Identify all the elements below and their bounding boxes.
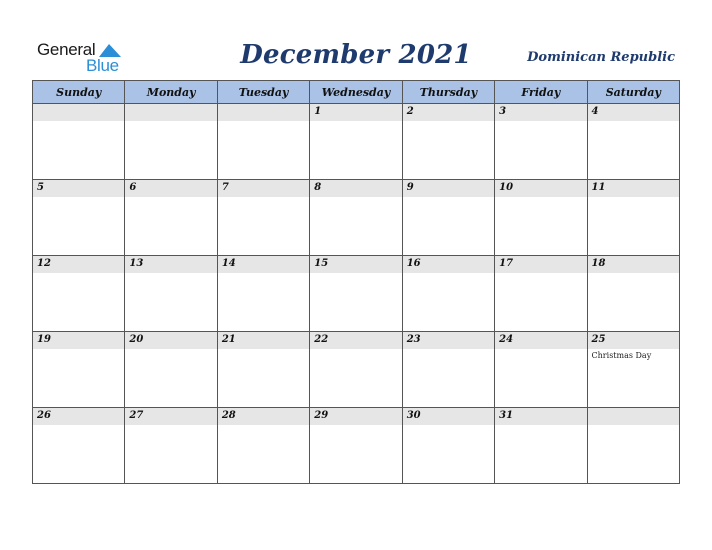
- week-row: [33, 332, 680, 408]
- day-cell[interactable]: [402, 408, 494, 484]
- day-number-bar: [495, 104, 586, 121]
- week-row: [33, 408, 680, 484]
- weekday-monday: Monday: [125, 81, 217, 104]
- week-row: [33, 104, 680, 180]
- day-cell[interactable]: [402, 332, 494, 408]
- day-number: 22: [314, 334, 329, 345]
- day-cell[interactable]: [587, 104, 679, 180]
- day-cell[interactable]: [33, 104, 125, 180]
- day-cell[interactable]: [217, 256, 309, 332]
- day-cell[interactable]: [33, 408, 125, 484]
- day-number-bar: [125, 332, 216, 349]
- day-cell[interactable]: [495, 180, 587, 256]
- day-number-bar: [125, 256, 216, 273]
- day-number: 2: [406, 106, 414, 117]
- day-number: 18: [591, 258, 606, 269]
- day-number: 7: [221, 182, 229, 193]
- day-cell[interactable]: [402, 104, 494, 180]
- day-number-bar: [310, 332, 401, 349]
- day-cell[interactable]: [33, 180, 125, 256]
- day-number-bar: [33, 104, 124, 121]
- day-cell[interactable]: [217, 104, 309, 180]
- day-number: 11: [591, 182, 606, 193]
- day-number-bar: [495, 408, 586, 425]
- day-number: 20: [129, 334, 144, 345]
- day-cell[interactable]: [402, 180, 494, 256]
- day-number-bar: [310, 256, 401, 273]
- generalblue-logo: [37, 40, 137, 76]
- day-number: 14: [221, 258, 236, 269]
- logo-text-general: General: [37, 40, 96, 59]
- day-number-bar: [125, 408, 216, 425]
- day-number: 6: [129, 182, 137, 193]
- day-cell[interactable]: [495, 408, 587, 484]
- day-number-bar: [310, 104, 401, 121]
- day-number-bar: [588, 332, 679, 349]
- day-number: 3: [499, 106, 507, 117]
- day-cell[interactable]: [587, 408, 679, 484]
- day-number-bar: [495, 332, 586, 349]
- weekday-header-row: [33, 81, 680, 104]
- day-cell[interactable]: [587, 180, 679, 256]
- country-name: Dominican Republic: [527, 50, 675, 65]
- day-number: 15: [314, 258, 329, 269]
- calendar-body: [33, 104, 680, 484]
- day-number: 30: [406, 410, 421, 421]
- day-number: 27: [129, 410, 144, 421]
- day-number-bar: [403, 180, 494, 197]
- day-cell[interactable]: [217, 180, 309, 256]
- day-number: 16: [406, 258, 421, 269]
- day-number-bar: [33, 256, 124, 273]
- week-row: [33, 256, 680, 332]
- day-cell[interactable]: [33, 256, 125, 332]
- weekday-tuesday: Tuesday: [217, 81, 309, 104]
- week-row: [33, 180, 680, 256]
- day-number-bar: [588, 180, 679, 197]
- day-number: 1: [314, 106, 322, 117]
- weekday-friday: Friday: [495, 81, 587, 104]
- weekday-sunday: Sunday: [33, 81, 125, 104]
- day-number-bar: [33, 408, 124, 425]
- day-number-bar: [403, 104, 494, 121]
- day-cell[interactable]: [310, 408, 402, 484]
- day-number: 12: [37, 258, 51, 269]
- day-number: 25: [591, 334, 606, 345]
- day-number: 13: [129, 258, 144, 269]
- day-cell[interactable]: [587, 332, 679, 408]
- weekday-saturday: Saturday: [587, 81, 679, 104]
- day-cell[interactable]: [310, 256, 402, 332]
- day-number-bar: [218, 408, 309, 425]
- day-number-bar: [403, 408, 494, 425]
- day-number-bar: [218, 180, 309, 197]
- day-cell[interactable]: [125, 332, 217, 408]
- holiday-label: Christmas Day: [591, 351, 652, 360]
- day-number-bar: [588, 104, 679, 121]
- day-cell[interactable]: [310, 332, 402, 408]
- day-number: 10: [499, 182, 514, 193]
- calendar-title: December 2021: [240, 40, 472, 70]
- day-cell[interactable]: [402, 256, 494, 332]
- day-number-bar: [495, 180, 586, 197]
- logo-text-blue: Blue: [86, 56, 119, 75]
- day-number: 29: [314, 410, 329, 421]
- day-number: 21: [221, 334, 236, 345]
- day-number: 5: [37, 182, 44, 193]
- weekday-wednesday: Wednesday: [310, 81, 402, 104]
- day-number-bar: [218, 104, 309, 121]
- day-number-bar: [588, 256, 679, 273]
- day-number-bar: [403, 332, 494, 349]
- day-number-bar: [588, 408, 679, 425]
- day-number-bar: [33, 332, 124, 349]
- weekday-thursday: Thursday: [402, 81, 494, 104]
- day-cell[interactable]: [125, 256, 217, 332]
- day-cell[interactable]: [125, 180, 217, 256]
- day-number: 17: [499, 258, 514, 269]
- day-number-bar: [33, 180, 124, 197]
- day-number-bar: [125, 180, 216, 197]
- day-cell[interactable]: [495, 332, 587, 408]
- day-number-bar: [403, 256, 494, 273]
- day-number: 23: [406, 334, 421, 345]
- day-cell[interactable]: [495, 104, 587, 180]
- day-number-bar: [218, 332, 309, 349]
- day-number: 9: [406, 182, 414, 193]
- day-cell[interactable]: [310, 180, 402, 256]
- day-cell[interactable]: [495, 256, 587, 332]
- day-number: 24: [499, 334, 514, 345]
- day-cell[interactable]: [125, 104, 217, 180]
- logo-flag-icon: [99, 42, 121, 57]
- day-number: 8: [314, 182, 322, 193]
- day-number-bar: [495, 256, 586, 273]
- day-cell[interactable]: [125, 408, 217, 484]
- day-number: 28: [221, 410, 236, 421]
- day-cell[interactable]: [217, 332, 309, 408]
- day-number-bar: [310, 408, 401, 425]
- day-number: 4: [591, 106, 599, 117]
- day-cell[interactable]: [217, 408, 309, 484]
- calendar-grid: [32, 80, 680, 484]
- day-number-bar: [125, 104, 216, 121]
- day-cell[interactable]: [310, 104, 402, 180]
- day-number: 26: [37, 410, 51, 421]
- day-cell[interactable]: [587, 256, 679, 332]
- day-cell[interactable]: [33, 332, 125, 408]
- day-number: 31: [499, 410, 514, 421]
- day-number: 19: [37, 334, 51, 345]
- day-number-bar: [310, 180, 401, 197]
- day-number-bar: [218, 256, 309, 273]
